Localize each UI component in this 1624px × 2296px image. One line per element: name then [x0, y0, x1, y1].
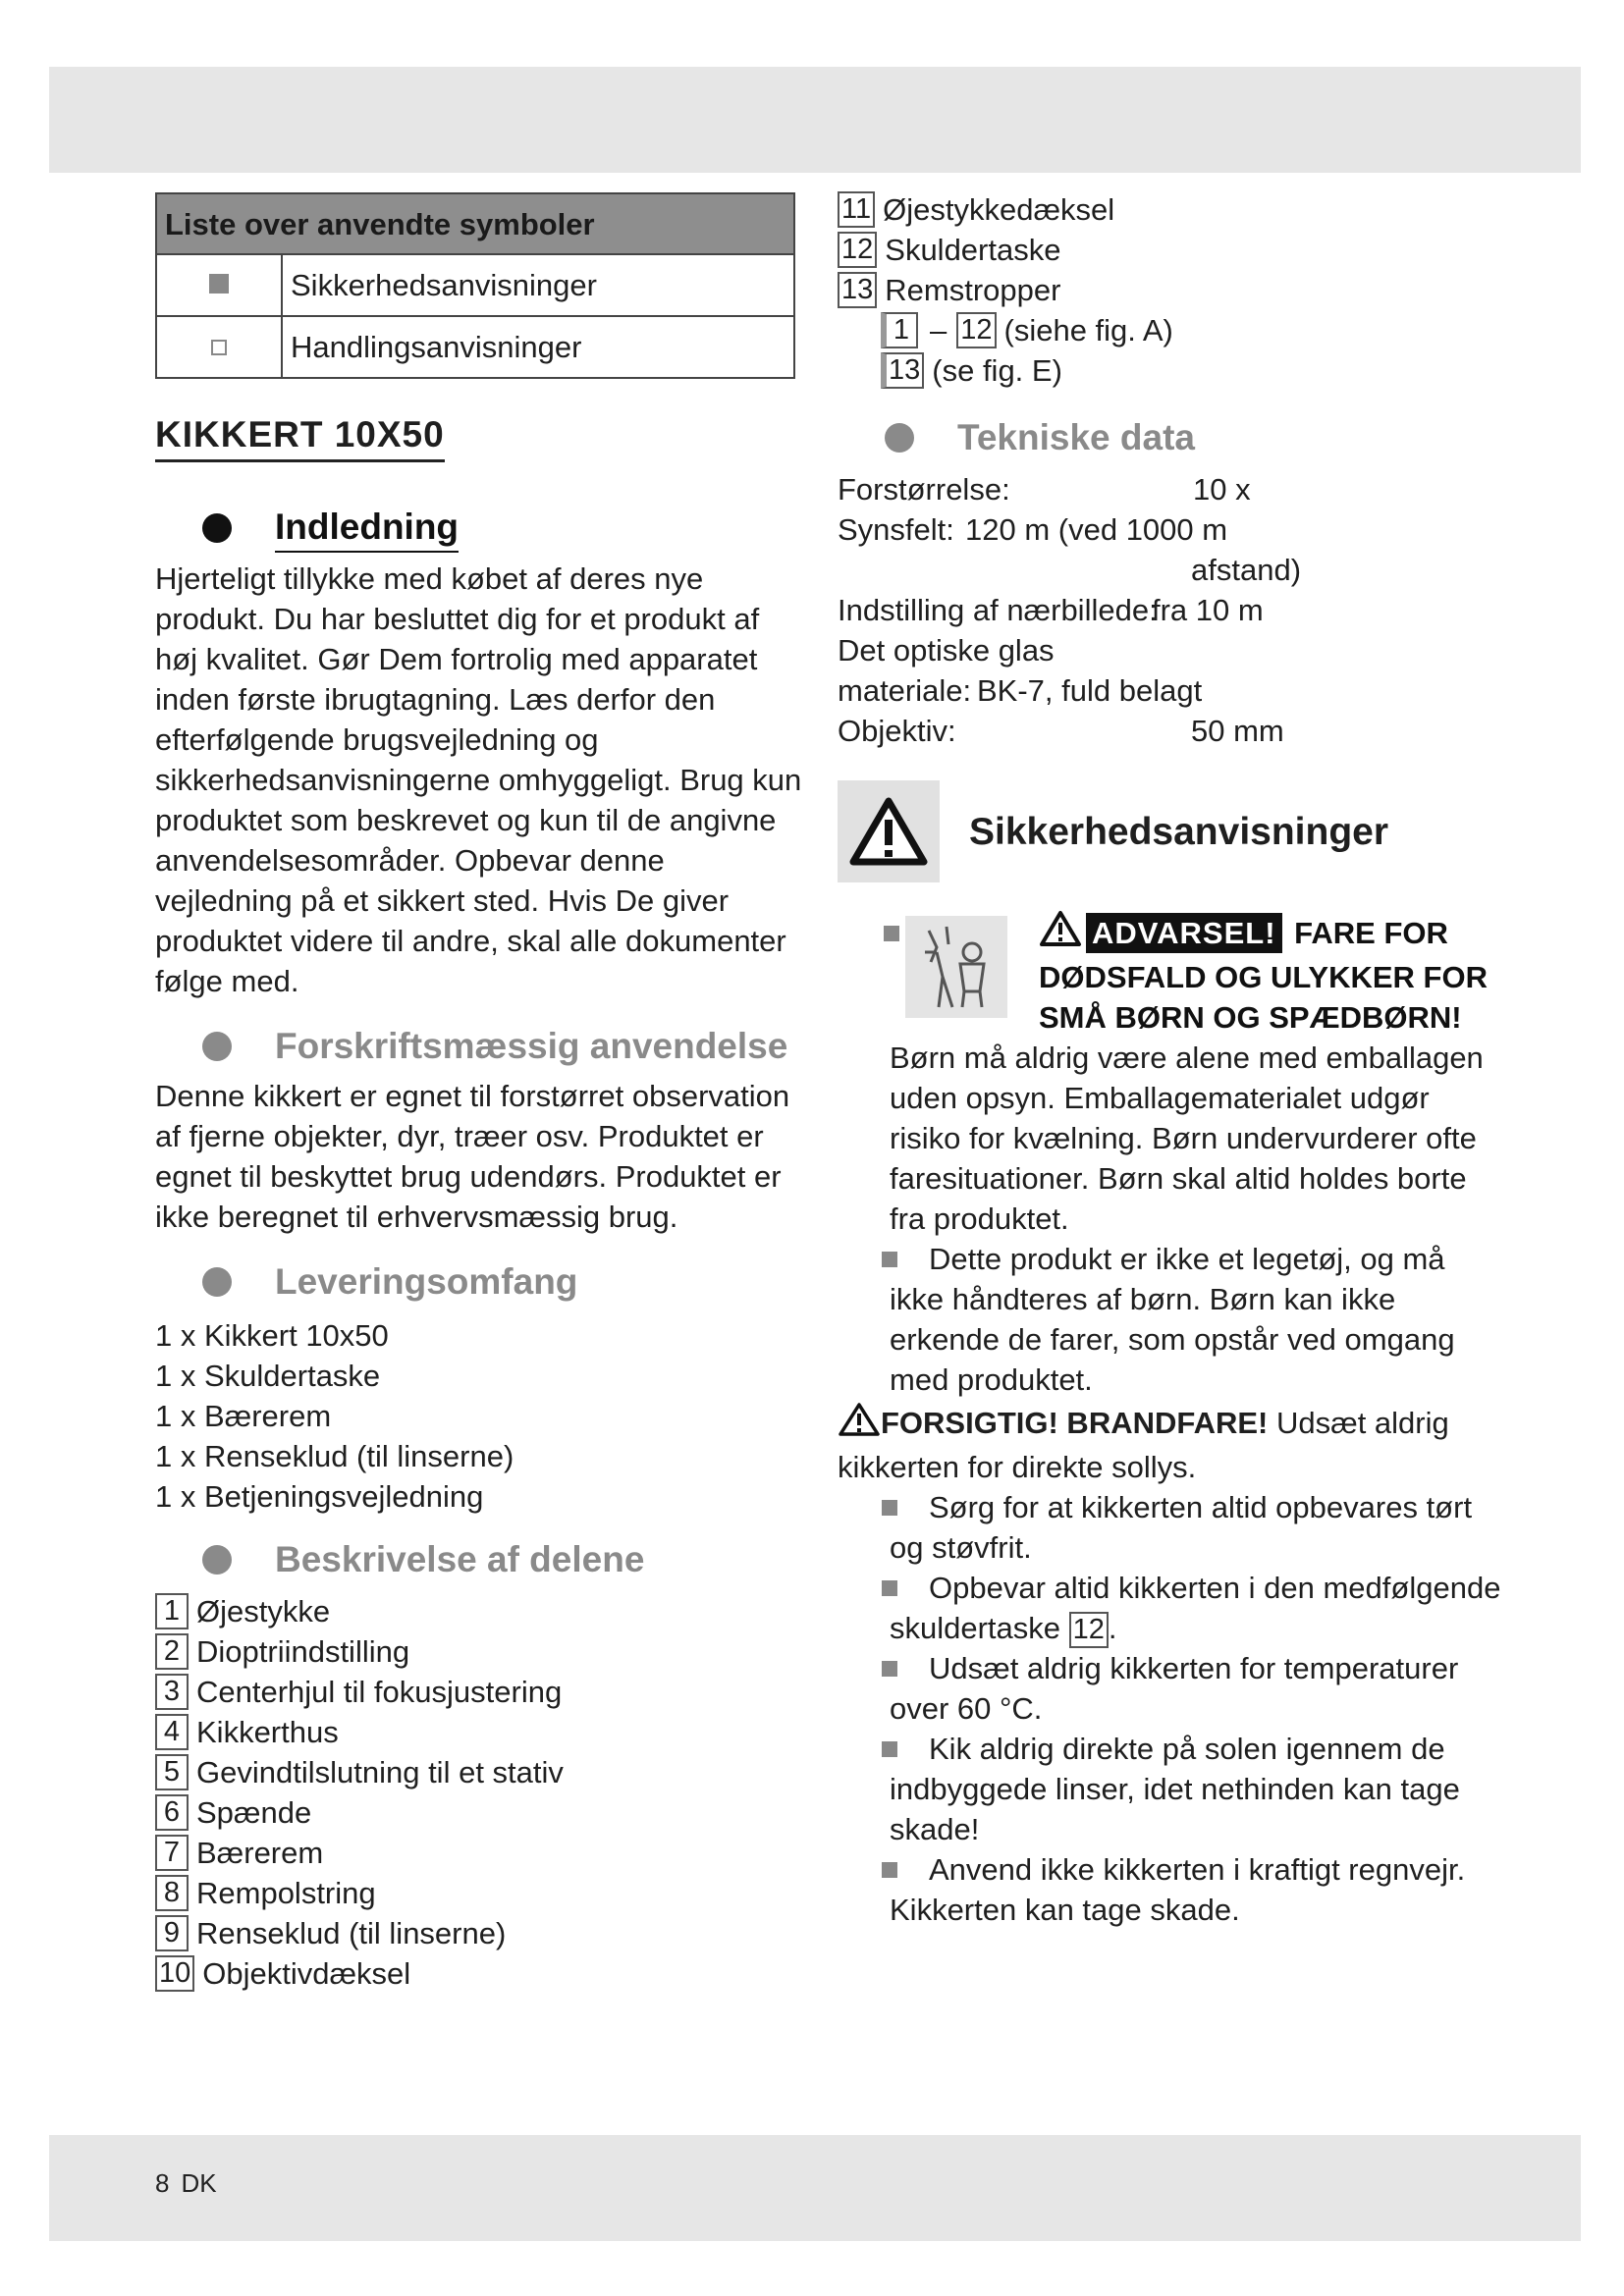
figure-reference: 13 (se fig. E): [881, 350, 1505, 391]
parts-list-right: [838, 189, 1505, 391]
filled-square-symbol: [156, 254, 282, 316]
safety-heading: [838, 780, 1505, 882]
list-item: [155, 1792, 803, 1833]
bullet-dot-icon: [202, 1032, 232, 1061]
part-number: 13: [881, 352, 924, 389]
spec-row: afstand): [1191, 553, 1302, 587]
safety-item: Sørg for at kikkerten altid opbevares tørt og støvfrit.: [890, 1487, 1505, 1568]
part-label: Kikkerthus: [196, 1715, 339, 1749]
footer-band: [49, 2135, 1581, 2241]
bullet-dot-icon: [202, 1267, 232, 1297]
part-number: 8: [155, 1875, 189, 1911]
child-warning-icon: [905, 916, 1007, 1018]
empty-square-symbol: [156, 316, 282, 378]
part-label: Skuldertaske: [885, 233, 1061, 267]
left-column: [155, 192, 803, 1994]
part-label: Øjestykke: [196, 1594, 331, 1629]
part-number: 5: [155, 1754, 189, 1790]
part-number: 12: [838, 232, 877, 268]
parts-list-left: [155, 1591, 803, 1994]
part-number: 10: [155, 1955, 194, 1992]
bullet-square-icon: [882, 1500, 897, 1516]
advarsel-badge: ADVARSEL!: [1086, 913, 1282, 953]
list-item: [155, 1752, 803, 1792]
usage-text: Denne kikkert er egnet til forstørret observation af fjerne objekter, dyr, træer osv. Produktet er egnet til beskyttet brug udendørs. Produktet er ikke beregnet til erhvervsmæssig brug.: [155, 1079, 790, 1234]
part-label: Gevindtilslutning til et stativ: [196, 1755, 564, 1789]
page-number: 8: [155, 2168, 170, 2198]
part-number: 12: [1069, 1612, 1109, 1648]
list-item: [838, 230, 1505, 270]
bullet-square-icon: [882, 1252, 897, 1267]
list-item: [838, 189, 1505, 230]
part-number: 1: [881, 312, 918, 348]
safety-item: Dette produkt er ikke et legetøj, og må ikke håndteres af børn. Børn kan ikke erkende de farer, som opstår ved omgang med produktet.: [890, 1239, 1505, 1400]
part-number: 3: [155, 1674, 189, 1710]
part-label: Remstropper: [885, 273, 1061, 307]
part-number: 12: [956, 312, 996, 348]
advarsel-heading: ADVARSEL! FARE FOR DØDSFALD OG ULYKKER FOR SMÅ BØRN OG SPÆDBØRN!: [1039, 910, 1500, 1038]
bullet-square-icon: [884, 926, 899, 941]
section-heading-usage: Forskriftsmæssig anvendelse: [202, 1023, 803, 1070]
list-item: 1 x Bærerem: [155, 1399, 332, 1433]
spec-row: Objektiv: 50 mm: [838, 714, 1284, 748]
symbols-table: [155, 192, 795, 379]
part-number: 7: [155, 1835, 189, 1871]
spec-row: materiale: BK-7, fuld belagt: [838, 673, 1203, 708]
tech-specs: [838, 469, 1505, 751]
spec-row: Indstilling af nærbillede: fra 10 m: [838, 593, 1264, 627]
right-column: [838, 189, 1505, 1930]
list-item: 1 x Betjeningsvejledning: [155, 1479, 484, 1514]
part-number: 2: [155, 1633, 189, 1670]
part-label: Dioptriindstilling: [196, 1634, 410, 1669]
part-number: 1: [155, 1593, 189, 1629]
header-band: [49, 67, 1581, 173]
fire-warning: FORSIGTIG! BRANDFARE! Udsæt aldrig kikkerten for direkte sollys.: [838, 1402, 1505, 1487]
bullet-square-icon: [882, 1661, 897, 1677]
list-item: [155, 1953, 803, 1994]
page-footer: [155, 2166, 229, 2200]
bullet-dot-icon: [202, 1545, 232, 1575]
part-label: Rempolstring: [196, 1876, 376, 1910]
part-label: Spænde: [196, 1795, 312, 1830]
part-label: Øjestykkedæksel: [883, 192, 1115, 227]
part-label: Objektivdæksel: [202, 1956, 411, 1991]
spec-row: Det optiske glas: [838, 633, 1055, 667]
bullet-square-icon: [882, 1741, 897, 1757]
symbol-label: Handlingsanvisninger: [282, 316, 794, 378]
table-row: [156, 254, 794, 316]
part-number: 6: [155, 1794, 189, 1831]
safety-item: Anvend ikke kikkerten i kraftigt regnvejr. Kikkerten kan tage skade.: [890, 1849, 1505, 1930]
safety-title: Sikkerhedsanvisninger: [969, 810, 1389, 853]
list-item: [155, 1591, 803, 1631]
children-text: Børn må aldrig være alene med emballagen uden opsyn. Emballagematerialet udgør risiko for kvælning. Børn undervurderer ofte faresituationer. Børn skal altid holdes borte fra produktet.: [890, 1041, 1484, 1236]
delivery-list: [155, 1315, 803, 1517]
product-title: KIKKERT 10X50: [155, 412, 445, 462]
warning-triangle-icon: [1039, 910, 1082, 957]
list-item: [155, 1631, 803, 1672]
bullet-square-icon: [882, 1580, 897, 1596]
part-label: Centerhjul til fokusjustering: [196, 1675, 563, 1709]
spec-row: Synsfelt: 120 m (ved 1000 m: [838, 512, 1228, 547]
safety-item: Udsæt aldrig kikkerten for temperaturer over 60 °C.: [890, 1648, 1505, 1729]
bullet-square-icon: [882, 1862, 897, 1878]
table-row: [156, 316, 794, 378]
list-item: [155, 1913, 803, 1953]
spec-row: Forstørrelse: 10 x: [838, 472, 1251, 507]
child-warning: [884, 910, 1505, 1038]
bullet-dot-icon: [885, 423, 914, 453]
safety-item: Kik aldrig direkte på solen igennem de indbyggede linser, idet nethinden kan tage skade!: [890, 1729, 1505, 1849]
list-item: [155, 1672, 803, 1712]
list-item: 1 x Skuldertaske: [155, 1359, 381, 1393]
safety-item: Opbevar altid kikkerten i den medfølgende skuldertaske 12 .: [890, 1568, 1505, 1648]
symbol-label: Sikkerhedsanvisninger: [282, 254, 794, 316]
part-label: Renseklud (til linserne): [196, 1916, 507, 1950]
symbols-table-title: Liste over anvendte symboler: [156, 193, 794, 254]
language-code: DK: [181, 2168, 217, 2198]
part-number: 4: [155, 1714, 189, 1750]
figure-reference: 1 – 12 (siehe fig. A): [881, 310, 1505, 350]
list-item: [155, 1712, 803, 1752]
list-item: [155, 1873, 803, 1913]
section-heading-intro: Indledning: [202, 504, 803, 553]
section-heading-delivery: Leveringsomfang: [202, 1258, 803, 1306]
part-number: 9: [155, 1915, 189, 1951]
bullet-dot-icon: [202, 513, 232, 543]
section-heading-parts: Beskrivelse af delene: [202, 1536, 803, 1583]
list-item: 1 x Kikkert 10x50: [155, 1318, 389, 1353]
part-number: 11: [838, 191, 875, 228]
warning-triangle-icon: [838, 780, 940, 882]
part-number: 13: [838, 272, 877, 308]
part-label: Bærerem: [196, 1836, 324, 1870]
warning-triangle-icon: [838, 1402, 881, 1447]
list-item: [838, 270, 1505, 310]
section-heading-tech: Tekniske data: [885, 414, 1505, 461]
list-item: [155, 1833, 803, 1873]
list-item: 1 x Renseklud (til linserne): [155, 1439, 514, 1473]
intro-text: Hjerteligt tillykke med købet af deres nye produkt. Du har besluttet dig for et produkt af høj kvalitet. Gør Dem fortrolig med apparatet inden første ibrugtagning. Læs derfor den efterfølgende brugsvejledning og sikkerhedsanvisningerne omhyggeligt. Brug kun produktet som beskrevet og kun til de angivne anvendelsesområder. Opbevar denne vejledning på et sikkert sted. Hvis De giver produktet videre til andre, skal alle dokumenter følge med.: [155, 561, 802, 998]
